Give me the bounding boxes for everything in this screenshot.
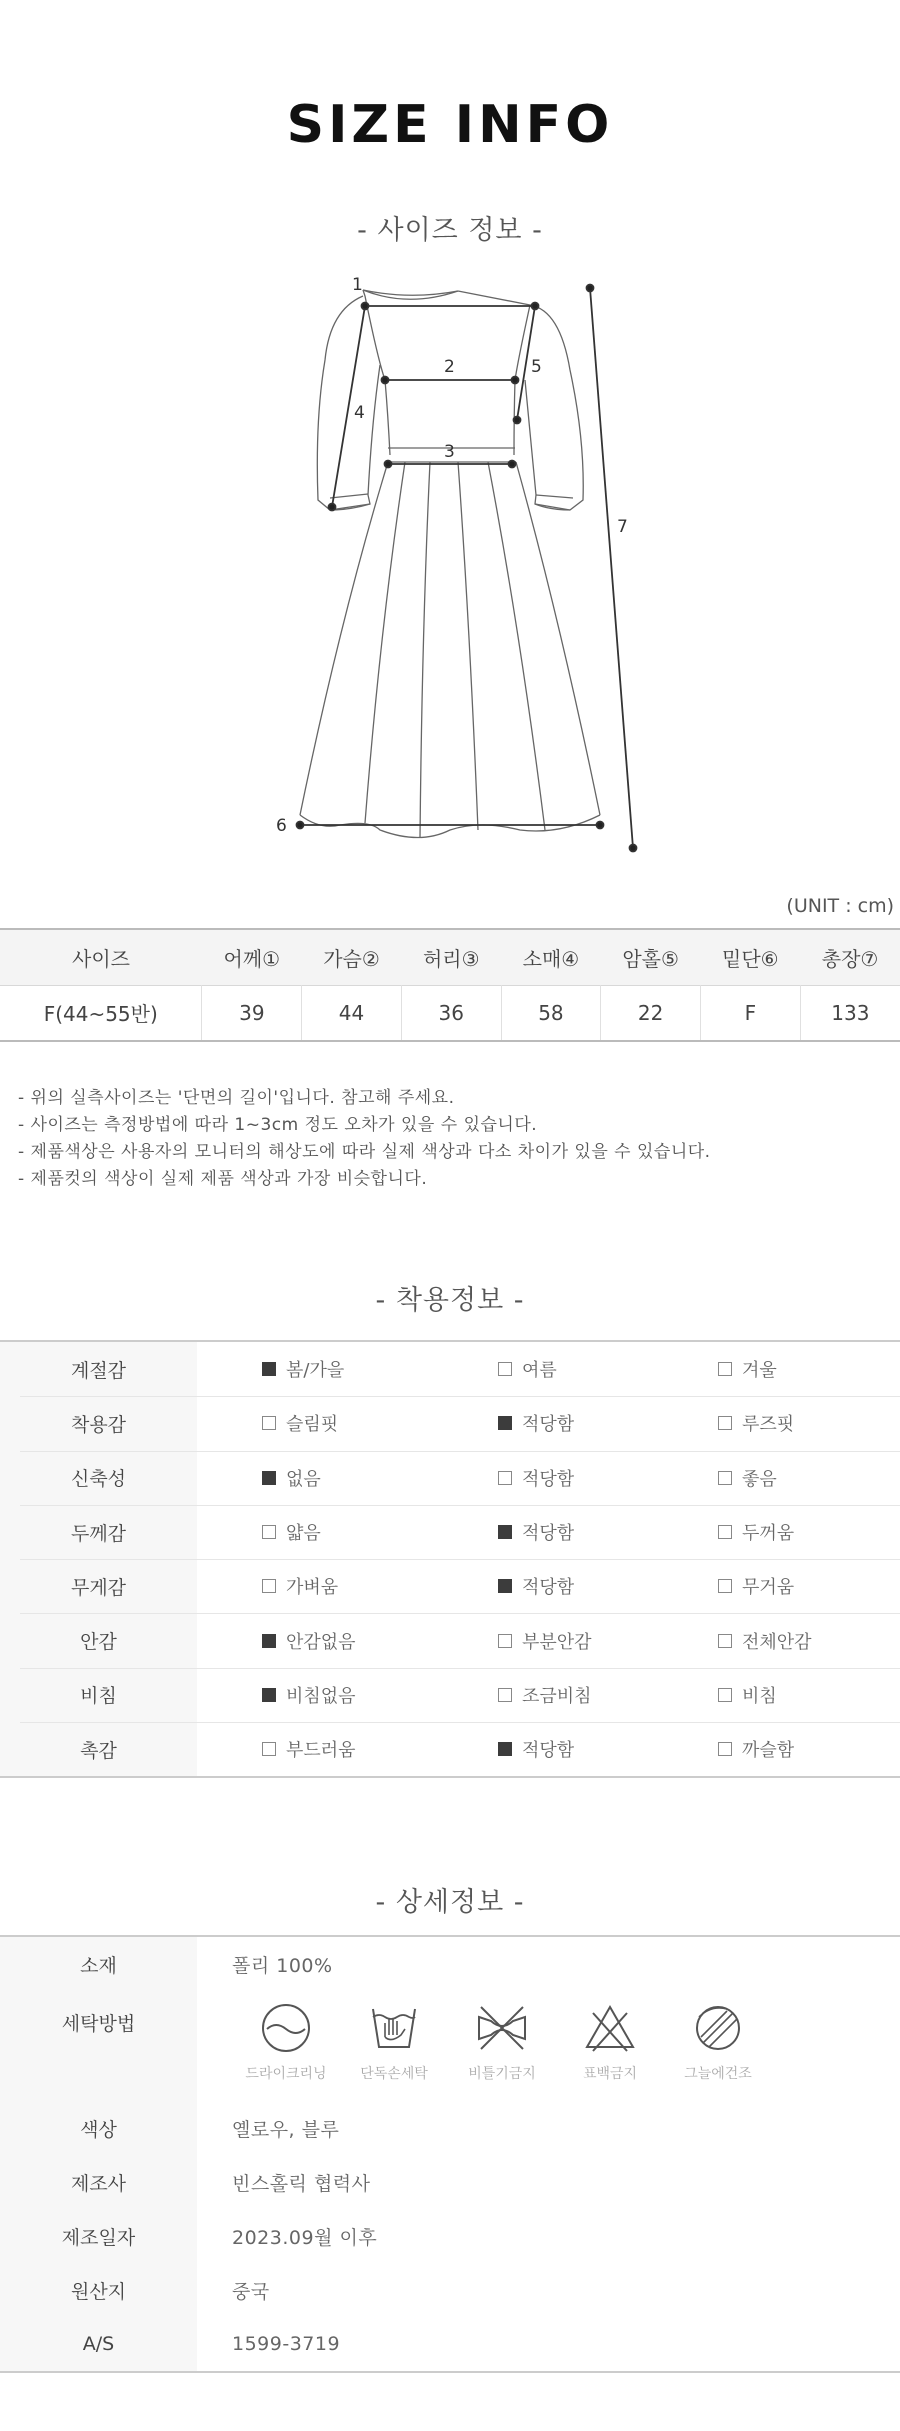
- fit-option-label: 까슬함: [742, 1740, 795, 1762]
- size-cell: 36: [401, 985, 501, 1041]
- unit-label: (UNIT : cm): [786, 895, 894, 917]
- unchecked-box-icon: [718, 1362, 732, 1376]
- fit-option: [718, 1410, 794, 1436]
- unchecked-box-icon: [262, 1525, 276, 1539]
- note-line: - 사이즈는 측정방법에 따라 1~3cm 정도 오차가 있을 수 있습니다.: [18, 1115, 538, 1135]
- fit-option-label: 적당함: [522, 1577, 575, 1599]
- detail-row-washing: [0, 1991, 900, 2101]
- fit-info-table: [0, 1340, 900, 1778]
- fit-option-label: 조금비침: [522, 1685, 592, 1707]
- detail-label: 원산지: [70, 2280, 127, 2303]
- skirt-pleats: [365, 462, 545, 838]
- table-row: [0, 985, 900, 1041]
- hand-wash-icon: [367, 2001, 421, 2055]
- fit-label: 안감: [80, 1631, 117, 1654]
- fit-option-label: 무거움: [742, 1577, 795, 1599]
- wash-icons: [232, 2001, 772, 2083]
- note-line: - 위의 실측사이즈는 '단면의 길이'입니다. 참고해 주세요.: [18, 1088, 455, 1108]
- fit-option-label: 슬림핏: [286, 1414, 339, 1436]
- fit-option: [718, 1356, 777, 1382]
- fit-option: [718, 1573, 794, 1599]
- detail-info-table: [0, 1935, 900, 2373]
- size-header-waist: 허리③: [422, 946, 480, 971]
- sleeve-right: [525, 305, 583, 510]
- fit-option-label: 루즈핏: [742, 1414, 795, 1436]
- unchecked-box-icon: [718, 1579, 732, 1593]
- page-title: SIZE INFO: [286, 95, 614, 155]
- fit-option-label: 부분안감: [522, 1631, 592, 1653]
- fit-row: [0, 1668, 900, 1722]
- size-section-title: - 사이즈 정보 -: [357, 215, 543, 246]
- fit-section-title: - 착용정보 -: [375, 1285, 525, 1316]
- fit-option: [498, 1519, 574, 1545]
- size-cell: 44: [302, 985, 402, 1041]
- fit-option: [498, 1410, 574, 1436]
- fit-option-label: 가벼움: [286, 1577, 339, 1599]
- fit-option-label: 봄/가을: [286, 1360, 345, 1382]
- fit-option: [718, 1465, 777, 1491]
- measure-label-6: 6: [276, 816, 287, 836]
- checked-box-icon: [262, 1688, 276, 1702]
- checked-box-icon: [262, 1362, 276, 1376]
- fit-row: [0, 1722, 900, 1776]
- size-table: [0, 928, 900, 1042]
- detail-row-as: [0, 2317, 900, 2371]
- fit-row: [0, 1613, 900, 1667]
- size-header-hem: 밑단⑥: [722, 946, 779, 971]
- fit-option: [718, 1736, 794, 1762]
- unchecked-box-icon: [262, 1742, 276, 1756]
- size-cell: 133: [831, 1000, 870, 1025]
- size-cell: 22: [601, 985, 701, 1041]
- unchecked-box-icon: [498, 1362, 512, 1376]
- no-wring-icon: [475, 2001, 529, 2055]
- fit-label: 계절감: [70, 1359, 127, 1382]
- unchecked-box-icon: [718, 1525, 732, 1539]
- fit-option: [262, 1628, 356, 1654]
- checked-box-icon: [498, 1525, 512, 1539]
- fit-option-label: 적당함: [522, 1414, 575, 1436]
- fit-row: [0, 1505, 900, 1559]
- detail-label: 색상: [80, 2118, 117, 2141]
- fit-label: 무게감: [70, 1576, 127, 1599]
- unchecked-box-icon: [718, 1688, 732, 1702]
- fit-option: [498, 1573, 574, 1599]
- detail-value: 빈스홀릭 협력사: [232, 2172, 371, 2195]
- fit-option: [498, 1682, 592, 1708]
- unchecked-box-icon: [718, 1416, 732, 1430]
- dress-measurement-diagram: [0, 270, 900, 860]
- detail-value: 1599-3719: [232, 2333, 341, 2355]
- size-cell: 58: [501, 985, 601, 1041]
- unchecked-box-icon: [498, 1471, 512, 1485]
- fit-option-label: 여름: [522, 1360, 557, 1382]
- detail-label: 제조일자: [61, 2226, 136, 2249]
- checked-box-icon: [262, 1634, 276, 1648]
- wash-label: 표백금지: [582, 2066, 638, 2082]
- fit-option: [262, 1736, 356, 1762]
- unchecked-box-icon: [498, 1688, 512, 1702]
- fit-label: 비침: [80, 1685, 117, 1708]
- detail-label: A/S: [82, 2333, 115, 2355]
- note-line: - 제품색상은 사용자의 모니터의 해상도에 따라 실제 색상과 다소 차이가 있을 수 있습니다.: [18, 1142, 711, 1162]
- fit-option: [262, 1573, 338, 1599]
- unchecked-box-icon: [262, 1416, 276, 1430]
- size-header-size: 사이즈: [72, 946, 130, 971]
- fit-option: [498, 1736, 574, 1762]
- fit-label: 착용감: [70, 1413, 127, 1436]
- size-table-header-row: [0, 929, 900, 985]
- detail-value: 2023.09월 이후: [232, 2226, 378, 2249]
- fit-label: 신축성: [70, 1468, 127, 1491]
- skirt-left: [300, 462, 388, 815]
- measure-label-1: 1: [352, 275, 363, 295]
- fit-option: [262, 1465, 321, 1491]
- fit-option: [498, 1356, 557, 1382]
- unchecked-box-icon: [718, 1742, 732, 1756]
- detail-row-material: [0, 1937, 900, 1991]
- fit-option: [262, 1410, 338, 1436]
- measure-label-5: 5: [531, 357, 542, 377]
- unchecked-box-icon: [262, 1579, 276, 1593]
- fit-option-label: 없음: [286, 1468, 321, 1490]
- skirt-right: [516, 462, 600, 815]
- fit-option: [718, 1682, 777, 1708]
- checked-box-icon: [262, 1471, 276, 1485]
- fit-row: [0, 1396, 900, 1450]
- fit-option-label: 안감없음: [286, 1631, 356, 1653]
- detail-row-color: [0, 2101, 900, 2155]
- fit-row: [0, 1451, 900, 1505]
- detail-row-date: [0, 2209, 900, 2263]
- detail-value: 중국: [232, 2280, 270, 2303]
- note-line: - 제품컷의 색상이 실제 제품 색상과 가장 비슷합니다.: [18, 1169, 428, 1189]
- measure-label-4: 4: [354, 403, 365, 423]
- size-cell: F: [700, 985, 800, 1041]
- dry-clean-icon: [259, 2001, 313, 2055]
- fit-option-label: 비침없음: [286, 1685, 356, 1707]
- measure-label-3: 3: [444, 442, 455, 462]
- shade-dry-icon: [691, 2001, 745, 2055]
- wash-label: 단독손세탁: [360, 2066, 428, 2082]
- fit-option-label: 적당함: [522, 1740, 575, 1762]
- fit-option: [262, 1356, 344, 1382]
- size-header-sleeve: 소매④: [522, 946, 580, 971]
- unchecked-box-icon: [718, 1471, 732, 1485]
- fit-option: [718, 1628, 812, 1654]
- fit-option-label: 겨울: [742, 1360, 777, 1382]
- measure-label-7: 7: [617, 517, 628, 537]
- checked-box-icon: [498, 1416, 512, 1430]
- size-notes: [18, 1085, 711, 1193]
- wash-label: 그늘에건조: [684, 2066, 752, 2082]
- fit-option-label: 얇음: [286, 1523, 321, 1545]
- detail-label: 소재: [80, 1954, 117, 1977]
- measure-label-2: 2: [444, 357, 455, 377]
- fit-option: [718, 1519, 794, 1545]
- detail-value: 폴리 100%: [232, 1954, 333, 1977]
- wash-label: 드라이크리닝: [245, 2066, 327, 2082]
- fit-option-label: 두꺼움: [742, 1523, 795, 1545]
- fit-option-label: 전체안감: [742, 1631, 812, 1653]
- fit-option: [262, 1519, 321, 1545]
- fit-option-label: 비침: [742, 1685, 777, 1707]
- checked-box-icon: [498, 1579, 512, 1593]
- detail-section-title: - 상세정보 -: [375, 1887, 525, 1918]
- detail-label: 세탁방법: [61, 2013, 136, 2035]
- skirt-hem: [300, 815, 600, 838]
- fit-option: [262, 1682, 356, 1708]
- bodice-left: [363, 290, 390, 455]
- fit-option-label: 적당함: [522, 1523, 575, 1545]
- size-cell: F(44~55반): [0, 985, 202, 1041]
- size-header-shoulder: 어께①: [223, 946, 281, 971]
- size-header-chest: 가슴②: [323, 946, 380, 971]
- checked-box-icon: [498, 1742, 512, 1756]
- detail-value: 옐로우, 블루: [232, 2118, 340, 2141]
- fit-option-label: 좋음: [742, 1468, 777, 1490]
- size-header-armhole: 암홀⑤: [622, 946, 679, 971]
- detail-row-manufacturer: [0, 2155, 900, 2209]
- fit-label: 촉감: [80, 1739, 117, 1762]
- detail-row-origin: [0, 2263, 900, 2317]
- fit-option-label: 부드러움: [286, 1740, 356, 1762]
- fit-label: 두께감: [70, 1522, 127, 1545]
- bodice-right: [458, 291, 530, 455]
- fit-option: [498, 1465, 574, 1491]
- fit-row: [0, 1342, 900, 1396]
- unchecked-box-icon: [498, 1634, 512, 1648]
- fit-option: [498, 1628, 592, 1654]
- unchecked-box-icon: [718, 1634, 732, 1648]
- size-cell: 39: [202, 985, 302, 1041]
- fit-option-label: 적당함: [522, 1468, 575, 1490]
- fit-row: [0, 1559, 900, 1613]
- size-header-length: 총장⑦: [821, 946, 879, 971]
- no-bleach-icon: [583, 2001, 637, 2055]
- wash-label: 비틀기금지: [468, 2066, 536, 2082]
- detail-label: 제조사: [70, 2172, 127, 2195]
